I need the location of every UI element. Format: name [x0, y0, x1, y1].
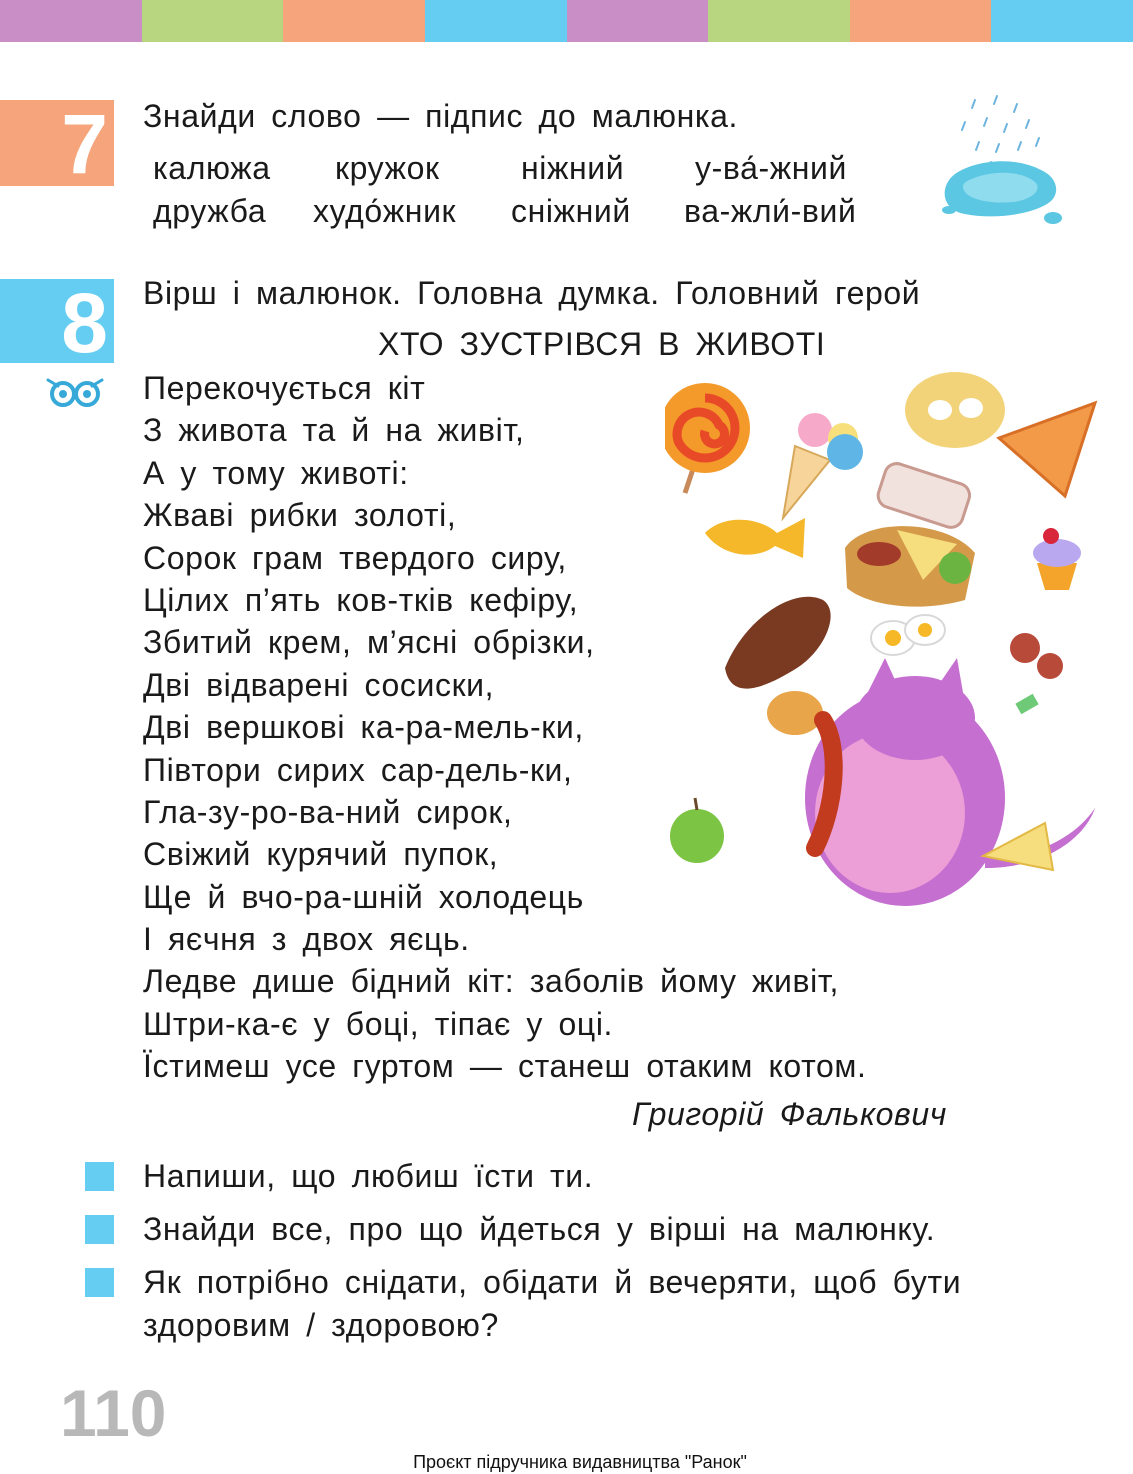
word-option: кружок: [335, 150, 440, 186]
poem-line: З живота та й на живіт,: [143, 412, 525, 449]
poem-line: Ледве дише бідний кіт: заболів йому живіт,: [143, 963, 840, 1000]
poem-line: Ще й вчо-ра-шній холодець: [143, 878, 584, 915]
stripe: [991, 0, 1133, 42]
stripe: [850, 0, 992, 42]
stripe: [708, 0, 850, 42]
stripe: [142, 0, 284, 42]
question-bullet: [85, 1215, 114, 1244]
task-8-title: Вірш і малюнок. Головна думка. Головний герой: [143, 275, 921, 311]
poem-line: Жваві рибки золоті,: [143, 497, 457, 534]
cat-with-food-illustration: [665, 368, 1105, 948]
poem-author: Григорій Фалькович: [632, 1096, 947, 1132]
task-7-number-badge: 7: [0, 100, 114, 186]
poem-line: Свіжий курячий пупок,: [143, 836, 499, 873]
question-bullet: [85, 1268, 114, 1297]
poem-line: Дві вершкові ка-ра-мель-ки,: [143, 709, 584, 746]
stripe: [0, 0, 142, 42]
poem-line: Перекочується кіт: [143, 370, 426, 406]
poem-line: Їстимеш усе гуртом — станеш отаким котом.: [143, 1048, 867, 1085]
word-option: у-ва́-жний: [695, 150, 847, 186]
word-option: дружба: [153, 193, 267, 229]
poem-line: Дві відварені сосиски,: [143, 666, 495, 703]
poem-line: А у тому животі:: [143, 454, 409, 491]
poem-line: Півтори сирих сар-дель-ки,: [143, 751, 573, 788]
stripe: [283, 0, 425, 42]
stripe: [567, 0, 709, 42]
header-color-stripes: [0, 0, 1133, 42]
poem-line: Сорок грам твердого сиру,: [143, 539, 567, 576]
poem-line: Штри-ка-є у боці, тіпає у оці.: [143, 1005, 614, 1042]
poem-line: І яєчня з двох яєць.: [143, 921, 470, 958]
question-text-continued: здоровим / здоровою?: [143, 1307, 499, 1343]
poem-line: Збитий крем, м’ясні обрізки,: [143, 624, 595, 661]
task-7-title: Знайди слово — підпис до малюнка.: [143, 98, 739, 134]
puddle-illustration: [935, 92, 1070, 237]
question-text: Як потрібно снідати, обідати й вечеряти, щоб бути: [143, 1264, 962, 1300]
task-8-number-badge: 8: [0, 279, 114, 363]
question-bullet: [85, 1162, 114, 1191]
page-number: 110: [60, 1376, 167, 1450]
poem-title: ХТО ЗУСТРІВСЯ В ЖИВОТІ: [378, 326, 826, 362]
poem-line: Цілих п’ять ков-тків кефіру,: [143, 581, 579, 618]
word-option: калюжа: [153, 150, 271, 186]
footer-note: Проєкт підручника видавництва "Ранок": [413, 1452, 747, 1472]
owl-eyes-icon: [44, 374, 106, 408]
question-text: Напиши, що любиш їсти ти.: [143, 1158, 594, 1194]
poem-line: Гла-зу-ро-ва-ний сирок,: [143, 793, 513, 830]
question-text: Знайди все, про що йдеться у вірші на малюнку.: [143, 1211, 936, 1247]
stripe: [425, 0, 567, 42]
word-option: худо́жник: [313, 193, 457, 229]
word-option: ва-жли́-вий: [684, 193, 857, 229]
word-option: сніжний: [511, 193, 631, 229]
word-option: ніжний: [521, 150, 625, 186]
